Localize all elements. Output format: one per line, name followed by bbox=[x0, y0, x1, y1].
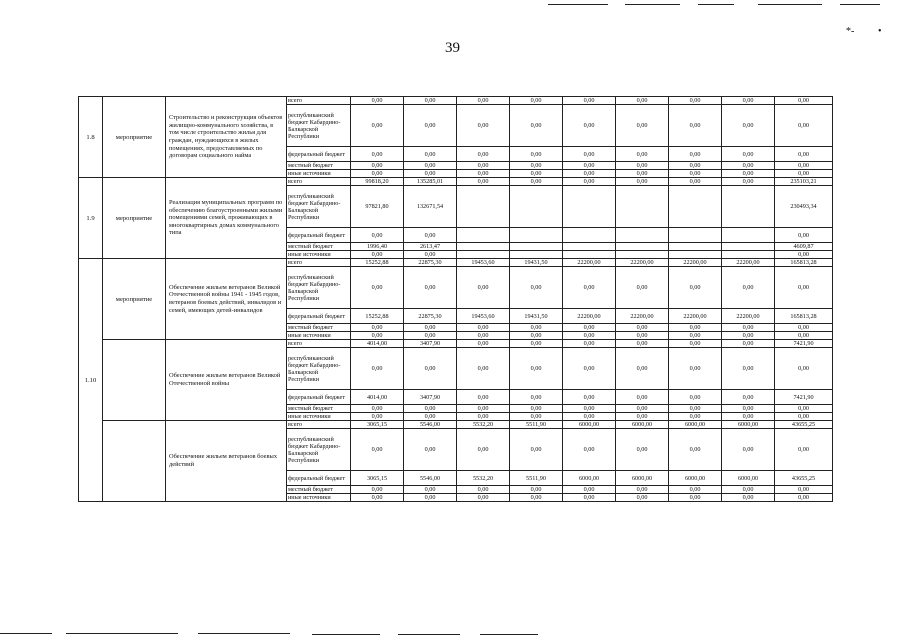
amount-cell: 0,00 bbox=[775, 429, 833, 471]
funding-source-label: всего bbox=[287, 178, 351, 186]
amount-cell: 0,00 bbox=[775, 162, 833, 170]
amount-cell: 0,00 bbox=[616, 390, 669, 405]
amount-cell: 0,00 bbox=[457, 170, 510, 178]
amount-cell bbox=[563, 251, 616, 259]
amount-cell bbox=[563, 228, 616, 243]
amount-cell: 0,00 bbox=[563, 324, 616, 332]
amount-cell: 22200,00 bbox=[616, 259, 669, 267]
funding-source-label: иные источники bbox=[287, 413, 351, 421]
amount-cell: 0,00 bbox=[775, 228, 833, 243]
amount-cell bbox=[722, 251, 775, 259]
amount-cell: 6000,00 bbox=[722, 421, 775, 429]
amount-cell: 0,00 bbox=[669, 413, 722, 421]
amount-cell: 43655,25 bbox=[775, 471, 833, 486]
funding-source-label: местный бюджет bbox=[287, 486, 351, 494]
amount-cell: 0,00 bbox=[510, 390, 563, 405]
amount-cell: 0,00 bbox=[775, 147, 833, 162]
amount-cell: 0,00 bbox=[510, 405, 563, 413]
amount-cell bbox=[563, 243, 616, 251]
amount-cell: 0,00 bbox=[722, 413, 775, 421]
amount-cell: 0,00 bbox=[563, 413, 616, 421]
amount-cell: 0,00 bbox=[722, 324, 775, 332]
amount-cell: 0,00 bbox=[457, 147, 510, 162]
amount-cell: 22200,00 bbox=[616, 309, 669, 324]
amount-cell: 0,00 bbox=[404, 494, 457, 502]
amount-cell: 19431,50 bbox=[510, 259, 563, 267]
amount-cell: 0,00 bbox=[404, 162, 457, 170]
amount-cell bbox=[616, 228, 669, 243]
amount-cell bbox=[563, 186, 616, 228]
amount-cell: 22200,00 bbox=[722, 309, 775, 324]
amount-cell: 22200,00 bbox=[563, 309, 616, 324]
amount-cell: 0,00 bbox=[669, 340, 722, 348]
amount-cell: 6000,00 bbox=[616, 471, 669, 486]
amount-cell: 0,00 bbox=[775, 97, 833, 105]
amount-cell: 5511,90 bbox=[510, 471, 563, 486]
funding-source-label: всего bbox=[287, 421, 351, 429]
amount-cell: 0,00 bbox=[457, 494, 510, 502]
amount-cell: 0,00 bbox=[510, 267, 563, 309]
amount-cell: 0,00 bbox=[404, 324, 457, 332]
amount-cell: 0,00 bbox=[351, 405, 404, 413]
amount-cell: 0,00 bbox=[404, 267, 457, 309]
amount-cell bbox=[616, 186, 669, 228]
amount-cell: 0,00 bbox=[669, 348, 722, 390]
amount-cell: 0,00 bbox=[563, 390, 616, 405]
header-rule bbox=[625, 4, 680, 5]
amount-cell: 0,00 bbox=[775, 251, 833, 259]
amount-cell: 3407,90 bbox=[404, 390, 457, 405]
amount-cell bbox=[510, 243, 563, 251]
funding-source-label: республиканский бюджет Кабардино-Балкарской Республики bbox=[287, 267, 351, 309]
amount-cell: 0,00 bbox=[669, 429, 722, 471]
section-description: Реализация муниципальных программ по обеспечению благоустроенными жилыми помещениями семей, проживающих в многоквартирных домах коммунального типа bbox=[166, 178, 287, 259]
amount-cell: 0,00 bbox=[404, 97, 457, 105]
amount-cell: 0,00 bbox=[563, 348, 616, 390]
section-kind-empty bbox=[103, 340, 166, 421]
table-row bbox=[79, 178, 833, 186]
amount-cell: 165813,28 bbox=[775, 259, 833, 267]
amount-cell: 0,00 bbox=[616, 340, 669, 348]
amount-cell: 0,00 bbox=[351, 324, 404, 332]
amount-cell: 0,00 bbox=[563, 178, 616, 186]
amount-cell: 0,00 bbox=[351, 228, 404, 243]
amount-cell: 0,00 bbox=[669, 162, 722, 170]
amount-cell: 0,00 bbox=[616, 170, 669, 178]
amount-cell: 0,00 bbox=[722, 170, 775, 178]
amount-cell: 22875,30 bbox=[404, 259, 457, 267]
amount-cell: 0,00 bbox=[351, 348, 404, 390]
amount-cell: 15252,88 bbox=[351, 259, 404, 267]
amount-cell: 19453,60 bbox=[457, 259, 510, 267]
amount-cell: 0,00 bbox=[616, 178, 669, 186]
amount-cell bbox=[669, 228, 722, 243]
amount-cell: 0,00 bbox=[669, 105, 722, 147]
page-number: 39 bbox=[445, 40, 460, 56]
amount-cell: 0,00 bbox=[775, 348, 833, 390]
amount-cell: 22875,30 bbox=[404, 309, 457, 324]
amount-cell: 0,00 bbox=[775, 170, 833, 178]
budget-table bbox=[78, 96, 833, 502]
funding-source-label: всего bbox=[287, 97, 351, 105]
amount-cell: 0,00 bbox=[775, 405, 833, 413]
amount-cell: 0,00 bbox=[775, 332, 833, 340]
amount-cell: 0,00 bbox=[669, 324, 722, 332]
funding-source-label: республиканский бюджет Кабардино-Балкарской Республики bbox=[287, 348, 351, 390]
funding-source-label: иные источники bbox=[287, 251, 351, 259]
amount-cell: 0,00 bbox=[563, 405, 616, 413]
funding-source-label: федеральный бюджет bbox=[287, 390, 351, 405]
funding-source-label: республиканский бюджет Кабардино-Балкарской Республики bbox=[287, 105, 351, 147]
amount-cell bbox=[669, 186, 722, 228]
amount-cell: 0,00 bbox=[510, 147, 563, 162]
amount-cell: 0,00 bbox=[510, 429, 563, 471]
amount-cell: 0,00 bbox=[404, 405, 457, 413]
footer-rule bbox=[312, 634, 380, 635]
header-rule bbox=[698, 4, 734, 5]
amount-cell: 0,00 bbox=[563, 340, 616, 348]
amount-cell: 5546,00 bbox=[404, 471, 457, 486]
amount-cell: 0,00 bbox=[457, 340, 510, 348]
amount-cell: 0,00 bbox=[669, 178, 722, 186]
footer-rule bbox=[0, 633, 52, 634]
funding-source-label: республиканский бюджет Кабардино-Балкарской Республики bbox=[287, 429, 351, 471]
amount-cell: 0,00 bbox=[404, 228, 457, 243]
amount-cell: 0,00 bbox=[457, 267, 510, 309]
amount-cell: 5511,90 bbox=[510, 421, 563, 429]
amount-cell: 7421,90 bbox=[775, 390, 833, 405]
amount-cell: 0,00 bbox=[510, 486, 563, 494]
funding-source-label: иные источники bbox=[287, 494, 351, 502]
amount-cell bbox=[457, 243, 510, 251]
amount-cell: 0,00 bbox=[404, 170, 457, 178]
funding-source-label: иные источники bbox=[287, 170, 351, 178]
table-row bbox=[79, 340, 833, 348]
amount-cell: 0,00 bbox=[510, 494, 563, 502]
corner-mark: *- bbox=[846, 26, 855, 37]
amount-cell: 0,00 bbox=[404, 105, 457, 147]
amount-cell: 0,00 bbox=[510, 178, 563, 186]
amount-cell: 0,00 bbox=[669, 97, 722, 105]
amount-cell: 0,00 bbox=[669, 147, 722, 162]
footer-rule bbox=[198, 633, 290, 634]
amount-cell: 0,00 bbox=[616, 486, 669, 494]
amount-cell: 97821,80 bbox=[351, 186, 404, 228]
funding-source-label: федеральный бюджет bbox=[287, 147, 351, 162]
amount-cell bbox=[510, 186, 563, 228]
amount-cell: 0,00 bbox=[722, 340, 775, 348]
amount-cell: 0,00 bbox=[669, 332, 722, 340]
amount-cell: 0,00 bbox=[510, 348, 563, 390]
amount-cell: 4014,00 bbox=[351, 390, 404, 405]
amount-cell: 4014,00 bbox=[351, 340, 404, 348]
amount-cell: 43655,25 bbox=[775, 421, 833, 429]
amount-cell: 0,00 bbox=[457, 97, 510, 105]
amount-cell bbox=[722, 243, 775, 251]
amount-cell: 0,00 bbox=[457, 178, 510, 186]
amount-cell: 5532,20 bbox=[457, 471, 510, 486]
amount-cell: 22200,00 bbox=[722, 259, 775, 267]
table-row bbox=[79, 421, 833, 429]
amount-cell: 0,00 bbox=[457, 105, 510, 147]
amount-cell bbox=[616, 251, 669, 259]
funding-source-label: федеральный бюджет bbox=[287, 228, 351, 243]
amount-cell: 0,00 bbox=[351, 147, 404, 162]
funding-source-label: всего bbox=[287, 340, 351, 348]
amount-cell bbox=[457, 228, 510, 243]
funding-source-label: всего bbox=[287, 259, 351, 267]
header-rule bbox=[548, 4, 608, 5]
section-description: Строительство и реконструкция объектов жилищно-коммунального хозяйства, в том числе строительство жилья для граждан, нуждающихся в жилых помещениях, предоставляемых по договорам социального найма bbox=[166, 97, 287, 178]
amount-cell: 0,00 bbox=[775, 324, 833, 332]
amount-cell: 0,00 bbox=[775, 267, 833, 309]
amount-cell: 0,00 bbox=[722, 178, 775, 186]
amount-cell: 7421,90 bbox=[775, 340, 833, 348]
table-row bbox=[79, 259, 833, 267]
amount-cell bbox=[669, 251, 722, 259]
amount-cell: 0,00 bbox=[563, 162, 616, 170]
amount-cell: 3407,90 bbox=[404, 340, 457, 348]
funding-source-label: местный бюджет bbox=[287, 162, 351, 170]
funding-source-label: республиканский бюджет Кабардино-Балкарской Республики bbox=[287, 186, 351, 228]
amount-cell: 0,00 bbox=[457, 324, 510, 332]
footer-rule bbox=[398, 634, 460, 635]
amount-cell: 0,00 bbox=[563, 105, 616, 147]
amount-cell: 0,00 bbox=[669, 390, 722, 405]
amount-cell: 0,00 bbox=[404, 486, 457, 494]
section-description: Обеспечение жильем ветеранов Великой Отечественной войны 1941 - 1945 годов, ветеранов боевых действий, инвалидов и семей, имеющих детей-инвалидов bbox=[166, 259, 287, 340]
footer-rule bbox=[66, 633, 178, 634]
amount-cell: 0,00 bbox=[510, 340, 563, 348]
amount-cell: 3065,15 bbox=[351, 421, 404, 429]
amount-cell: 0,00 bbox=[457, 413, 510, 421]
amount-cell: 0,00 bbox=[722, 486, 775, 494]
amount-cell: 15252,88 bbox=[351, 309, 404, 324]
amount-cell: 0,00 bbox=[404, 332, 457, 340]
amount-cell: 0,00 bbox=[404, 147, 457, 162]
amount-cell: 0,00 bbox=[775, 413, 833, 421]
amount-cell: 0,00 bbox=[669, 405, 722, 413]
amount-cell: 0,00 bbox=[351, 413, 404, 421]
amount-cell: 0,00 bbox=[457, 332, 510, 340]
amount-cell: 0,00 bbox=[722, 162, 775, 170]
amount-cell: 0,00 bbox=[722, 97, 775, 105]
amount-cell: 0,00 bbox=[351, 162, 404, 170]
amount-cell: 0,00 bbox=[722, 429, 775, 471]
amount-cell: 0,00 bbox=[563, 170, 616, 178]
amount-cell: 2613,47 bbox=[404, 243, 457, 251]
amount-cell: 19431,50 bbox=[510, 309, 563, 324]
amount-cell bbox=[669, 243, 722, 251]
amount-cell: 6000,00 bbox=[669, 421, 722, 429]
amount-cell: 0,00 bbox=[510, 105, 563, 147]
amount-cell bbox=[510, 251, 563, 259]
amount-cell: 0,00 bbox=[722, 494, 775, 502]
amount-cell: 135285,01 bbox=[404, 178, 457, 186]
corner-mark: • bbox=[878, 26, 882, 37]
amount-cell: 6000,00 bbox=[722, 471, 775, 486]
amount-cell: 5546,00 bbox=[404, 421, 457, 429]
amount-cell: 0,00 bbox=[510, 170, 563, 178]
amount-cell bbox=[722, 228, 775, 243]
amount-cell: 6000,00 bbox=[669, 471, 722, 486]
footer-rule bbox=[480, 634, 538, 635]
section-kind-empty bbox=[103, 421, 166, 502]
amount-cell: 0,00 bbox=[775, 486, 833, 494]
amount-cell: 0,00 bbox=[351, 486, 404, 494]
amount-cell: 0,00 bbox=[722, 267, 775, 309]
amount-cell: 0,00 bbox=[775, 494, 833, 502]
amount-cell: 0,00 bbox=[351, 170, 404, 178]
amount-cell: 0,00 bbox=[563, 332, 616, 340]
amount-cell: 230493,34 bbox=[775, 186, 833, 228]
amount-cell: 0,00 bbox=[722, 348, 775, 390]
amount-cell: 0,00 bbox=[616, 494, 669, 502]
amount-cell: 0,00 bbox=[616, 332, 669, 340]
amount-cell: 0,00 bbox=[457, 162, 510, 170]
amount-cell: 0,00 bbox=[616, 405, 669, 413]
amount-cell: 0,00 bbox=[616, 97, 669, 105]
amount-cell: 0,00 bbox=[563, 147, 616, 162]
header-rule bbox=[840, 4, 880, 5]
amount-cell: 0,00 bbox=[616, 413, 669, 421]
amount-cell: 3065,15 bbox=[351, 471, 404, 486]
amount-cell: 0,00 bbox=[616, 324, 669, 332]
funding-source-label: местный бюджет bbox=[287, 243, 351, 251]
amount-cell: 5532,20 bbox=[457, 421, 510, 429]
amount-cell: 0,00 bbox=[616, 105, 669, 147]
amount-cell: 0,00 bbox=[510, 97, 563, 105]
amount-cell: 22200,00 bbox=[669, 309, 722, 324]
header-rule bbox=[758, 4, 822, 5]
amount-cell: 0,00 bbox=[563, 486, 616, 494]
amount-cell: 0,00 bbox=[351, 494, 404, 502]
amount-cell: 0,00 bbox=[722, 105, 775, 147]
amount-cell: 0,00 bbox=[351, 251, 404, 259]
amount-cell: 0,00 bbox=[616, 162, 669, 170]
amount-cell: 0,00 bbox=[616, 348, 669, 390]
section-code: 1.8 bbox=[79, 97, 103, 178]
amount-cell: 0,00 bbox=[351, 267, 404, 309]
funding-source-label: иные источники bbox=[287, 332, 351, 340]
amount-cell: 0,00 bbox=[457, 348, 510, 390]
amount-cell: 0,00 bbox=[404, 348, 457, 390]
funding-source-label: местный бюджет bbox=[287, 324, 351, 332]
amount-cell: 0,00 bbox=[616, 147, 669, 162]
amount-cell: 0,00 bbox=[351, 97, 404, 105]
amount-cell: 0,00 bbox=[722, 147, 775, 162]
amount-cell: 0,00 bbox=[510, 162, 563, 170]
amount-cell: 0,00 bbox=[457, 486, 510, 494]
table-row bbox=[79, 97, 833, 105]
amount-cell: 0,00 bbox=[563, 267, 616, 309]
amount-cell: 0,00 bbox=[563, 429, 616, 471]
amount-cell bbox=[722, 186, 775, 228]
amount-cell: 0,00 bbox=[775, 105, 833, 147]
amount-cell bbox=[457, 186, 510, 228]
section-kind: мероприятие bbox=[103, 259, 166, 340]
amount-cell: 0,00 bbox=[722, 390, 775, 405]
amount-cell: 0,00 bbox=[669, 486, 722, 494]
funding-source-label: местный бюджет bbox=[287, 405, 351, 413]
amount-cell: 0,00 bbox=[722, 405, 775, 413]
funding-source-label: федеральный бюджет bbox=[287, 309, 351, 324]
amount-cell: 0,00 bbox=[669, 170, 722, 178]
amount-cell: 22200,00 bbox=[669, 259, 722, 267]
amount-cell: 0,00 bbox=[722, 332, 775, 340]
amount-cell: 132671,54 bbox=[404, 186, 457, 228]
amount-cell: 0,00 bbox=[457, 390, 510, 405]
amount-cell: 0,00 bbox=[563, 97, 616, 105]
amount-cell: 6000,00 bbox=[616, 421, 669, 429]
section-description: Обеспечение жильем ветеранов Великой Отечественной войны bbox=[166, 340, 287, 421]
amount-cell: 22200,00 bbox=[563, 259, 616, 267]
amount-cell: 0,00 bbox=[563, 494, 616, 502]
amount-cell: 0,00 bbox=[616, 267, 669, 309]
section-kind: мероприятие bbox=[103, 97, 166, 178]
amount-cell: 0,00 bbox=[457, 405, 510, 413]
amount-cell bbox=[457, 251, 510, 259]
amount-cell: 235103,21 bbox=[775, 178, 833, 186]
amount-cell: 19453,60 bbox=[457, 309, 510, 324]
amount-cell bbox=[616, 243, 669, 251]
amount-cell: 0,00 bbox=[351, 332, 404, 340]
amount-cell: 4609,87 bbox=[775, 243, 833, 251]
amount-cell: 0,00 bbox=[404, 413, 457, 421]
section-description: Обеспечение жильем ветеранов боевых действий bbox=[166, 421, 287, 502]
amount-cell: 0,00 bbox=[616, 429, 669, 471]
funding-source-label: федеральный бюджет bbox=[287, 471, 351, 486]
amount-cell: 0,00 bbox=[404, 429, 457, 471]
amount-cell bbox=[510, 228, 563, 243]
amount-cell: 0,00 bbox=[351, 105, 404, 147]
section-code: 1.9 bbox=[79, 178, 103, 259]
amount-cell: 6000,00 bbox=[563, 471, 616, 486]
amount-cell: 0,00 bbox=[457, 429, 510, 471]
section-code: 1.10 bbox=[79, 259, 103, 502]
section-kind: мероприятие bbox=[103, 178, 166, 259]
amount-cell: 0,00 bbox=[669, 494, 722, 502]
amount-cell: 6000,00 bbox=[563, 421, 616, 429]
amount-cell: 1996,40 bbox=[351, 243, 404, 251]
amount-cell: 0,00 bbox=[510, 324, 563, 332]
amount-cell: 165813,28 bbox=[775, 309, 833, 324]
amount-cell: 99818,20 bbox=[351, 178, 404, 186]
amount-cell: 0,00 bbox=[669, 267, 722, 309]
amount-cell: 0,00 bbox=[510, 332, 563, 340]
amount-cell: 0,00 bbox=[351, 429, 404, 471]
amount-cell: 0,00 bbox=[404, 251, 457, 259]
amount-cell: 0,00 bbox=[510, 413, 563, 421]
